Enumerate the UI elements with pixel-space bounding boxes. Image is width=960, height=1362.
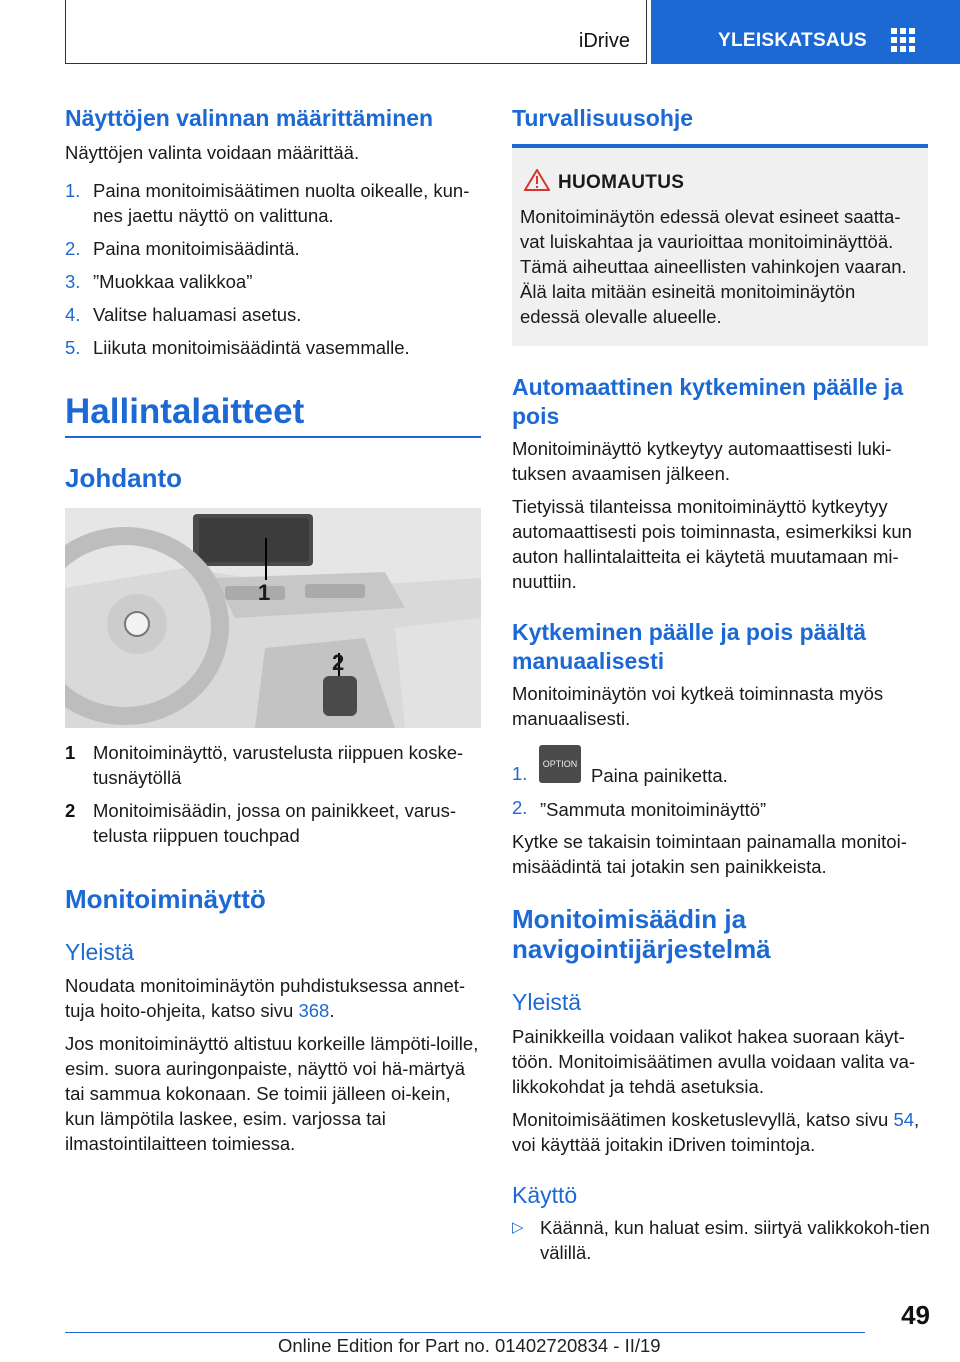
step-number: 2.: [65, 238, 81, 259]
triangle-bullet-icon: ▷: [512, 1219, 524, 1236]
heading-display-selection: Näyttöjen valinnan määrittäminen: [65, 105, 434, 131]
paragraph-text: Noudata monitoiminäytön puhdistuksessa annet-tuja hoito-ohjeita, katso sivu: [65, 975, 466, 1021]
heading-general: Yleistä: [65, 939, 135, 965]
paragraph-manual: Monitoiminäytön voi kytkeä toiminnasta myös manuaalisesti.: [512, 683, 884, 729]
step-number: 5.: [65, 337, 81, 358]
paragraph-touchpad: [512, 1107, 928, 1157]
header-bar: [65, 0, 647, 64]
legend-text: Monitoimisäädin, jossa on painikkeet, varus-telusta riippuen touchpad: [93, 800, 456, 846]
step-text: Liikuta monitoimisäädintä vasemmalle.: [93, 337, 410, 358]
step-text: Paina monitoimisäätimen nuolta oikealle, kun-nes jaettu näyttö on valittuna.: [93, 180, 470, 226]
step-text: Paina painiketta.: [591, 765, 728, 786]
list-item: [65, 178, 481, 228]
list-item: [65, 798, 481, 848]
heading-introduction: Johdanto: [65, 463, 182, 493]
step-number: 4.: [65, 304, 81, 325]
figure-label-1: 1: [258, 580, 271, 605]
legend-number: 2: [65, 800, 76, 821]
paragraph-auto-2: Tietyissä tilanteissa monitoiminäyttö kytkeytyy automaattisesti pois toiminnasta, esimerkiksi kun auton hallintalaitteita ei käytetä muutamaan mi-nuuttiin.: [512, 496, 912, 592]
footer-rule: [65, 1332, 865, 1333]
step-number: 1.: [65, 180, 81, 201]
paragraph-display-selection: Näyttöjen valinta voidaan määrittää.: [65, 142, 360, 163]
grid-menu-icon: [891, 28, 915, 52]
warning-box: [512, 148, 928, 346]
header-section-title: iDrive: [578, 30, 630, 52]
paragraph-cleaning: [65, 973, 481, 1023]
step-text: Paina monitoimisäädintä.: [93, 238, 300, 259]
paragraph-text: .: [329, 1000, 335, 1021]
heading-safety: Turvallisuusohje: [512, 105, 694, 131]
figure-label-2: 2: [332, 650, 345, 675]
steps-list: [65, 178, 481, 368]
step-number: 3.: [65, 271, 81, 292]
list-item: [65, 335, 481, 360]
page-number: 49: [901, 1300, 930, 1330]
page-link-368[interactable]: 368: [298, 1000, 330, 1021]
legend-text: Monitoiminäyttö, varustelusta riippuen koske-tusnäytöllä: [93, 742, 464, 788]
heading-usage: Käyttö: [512, 1182, 578, 1208]
paragraph-auto-1: Monitoiminäyttö kytkeytyy automaattisesti luki-tuksen avaamisen jälkeen.: [512, 438, 892, 484]
chapter-title: YLEISKATSAUS: [718, 30, 867, 51]
chapter-tab: [651, 0, 960, 64]
cockpit-illustration: [65, 508, 481, 728]
step-text: ”Muokkaa valikkoa”: [93, 271, 253, 292]
list-item: [65, 269, 481, 294]
warning-title: HUOMAUTUS: [558, 172, 685, 193]
step-number: 2.: [512, 797, 528, 818]
list-item: [65, 302, 481, 327]
step-number: 1.: [512, 763, 528, 784]
legend-number: 1: [65, 742, 76, 763]
footer-edition: Online Edition for Part no. 01402720834 - II/19: [278, 1335, 661, 1356]
heading-monitor: Monitoiminäyttö: [65, 884, 266, 914]
paragraph-buttons: Painikkeilla voidaan valikot hakea suoraan käyt-töön. Monitoimisäätimen avulla voidaan valita va-likkokohdat ja tehdä asetuksia.: [512, 1026, 916, 1097]
warning-text: Monitoiminäytön edessä olevat esineet saatta-vat luiskahtaa ja vaurioittaa monitoiminäyttöä. Tämä aiheuttaa aineellisten vahinkojen vaaran. Älä laita mitään esineitä monitoiminäytön edessä olevalle alueelle.: [520, 206, 907, 327]
paragraph-text: Monitoimisäätimen kosketuslevyllä, katso sivu: [512, 1109, 894, 1130]
warning-icon: [524, 169, 550, 191]
list-item: [65, 236, 481, 261]
page-link-54[interactable]: 54: [893, 1109, 915, 1130]
chapter-heading-controls: Hallintalaitteet: [65, 392, 305, 431]
heading-manual-switch: Kytkeminen päälle ja pois päältä manuaalisesti: [512, 619, 867, 674]
list-item: [65, 740, 481, 790]
paragraph-heat: Jos monitoiminäyttö altistuu korkeille lämpöti-loille, esim. suora auringonpaiste, näyttö voi hä-märtyä tai sammua kokonaan. Se toimii jälleen oi-kein, kun lämpötila laskee, esim. varjossa tai ilmastointilaitteen toimiessa.: [65, 1033, 479, 1154]
heading-general-2: Yleistä: [512, 989, 582, 1015]
step-text: ”Sammuta monitoiminäyttö”: [540, 799, 767, 820]
usage-bullet-text: Käännä, kun haluat esim. siirtyä valikkokoh-tien välillä.: [540, 1217, 930, 1263]
paragraph-text: , voi käyttää joitakin iDriven toimintoja.: [512, 1109, 920, 1155]
heading-rule: [65, 436, 481, 438]
heading-auto-switch: Automaattinen kytkeminen päälle ja pois: [512, 374, 904, 429]
step-text: Valitse haluamasi asetus.: [93, 304, 302, 325]
heading-controller: Monitoimisäädin ja navigointijärjestelmä: [512, 904, 771, 964]
paragraph-restart: Kytke se takaisin toimintaan painamalla monitoi-misäädintä tai jotakin sen painikkeista.: [512, 831, 907, 877]
option-button-icon[interactable]: OPTION: [539, 745, 581, 783]
figure-legend: [65, 740, 481, 856]
